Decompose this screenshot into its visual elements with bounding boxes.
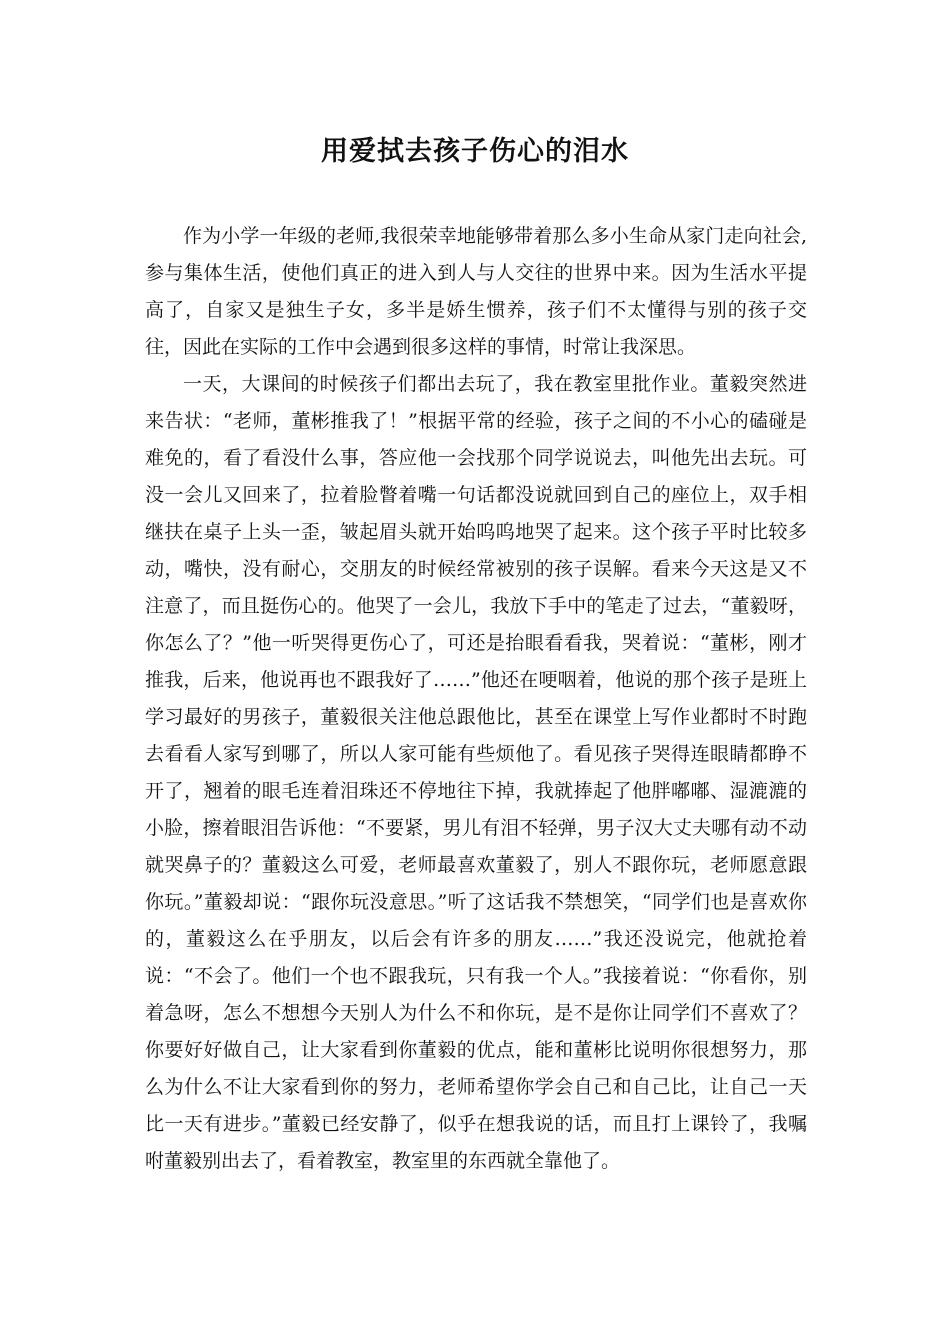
paragraph-intro: 作为小学一年级的老师,我很荣幸地能够带着那么多小生命从家门走向社会,参与集体生活，使他们真正的进入到人与人交往的世界中来。因为生活水平提高了，自家又是独生子女，多半是娇生惯养，孩子们不太懂得与别的孩子交往，因此在实际的工作中会遇到很多这样的事情，时常让我深思。 xyxy=(145,225,807,358)
paragraph-story: 一天，大课间的时候孩子们都出去玩了，我在教室里批作业。董毅突然进来告状：“老师，董彬推我了！”根据平常的经验，孩子之间的不小心的磕碰是难免的，看了看没什么事，答应他一会找那个同学说说去，叫他先出去玩。可没一会儿又回来了，拉着脸瞥着嘴一句话都没说就回到自己的座位上，双手相继扶在桌子上头一歪，皱起眉头就开始呜呜地哭了起来。这个孩子平时比较多动，嘴快，没有耐心，交朋友的时候经常被别的孩子误解。看来今天这是又不注意了，而且挺伤心的。他哭了一会儿，我放下手中的笔走了过去，“董毅呀，你怎么了？”他一听哭得更伤心了，可还是抬眼看看我，哭着说：“董彬，刚才推我，后来，他说再也不跟我好了……”他还在哽咽着，他说的那个孩子是班上学习最好的男孩子，董毅很关注他总跟他比，甚至在课堂上写作业都时不时跑去看看人家写到哪了，所以人家可能有些烦他了。看见孩子哭得连眼睛都睁不开了，翘着的眼毛连着泪珠还不停地往下掉，我就捧起了他胖嘟嘟、湿漉漉的小脸，擦着眼泪告诉他：“不要紧，男儿有泪不轻弹，男子汉大丈夫哪有动不动就哭鼻子的？董毅这么可爱，老师最喜欢董毅了，别人不跟你玩，老师愿意跟你玩。”董毅却说：“跟你玩没意思。”听了这话我不禁想笑，“同学们也是喜欢你的，董毅这么在乎朋友，以后会有许多的朋友……”我还没说完，他就抢着说：“不会了。他们一个也不跟我玩，只有我一个人。”我接着说：“你看你，别着急呀，怎么不想想今天别人为什么不和你玩，是不是你让同学们不喜欢了？你要好好做自己，让大家看到你董毅的优点，能和董彬比说明你很想努力，那么为什么不让大家看到你的努力，老师希望你学会自己和自己比，让自己一天比一天有进步。”董毅已经安静了，似乎在想我说的话，而且打上课铃了，我嘱咐董毅别出去了，看着教室，教室里的东西就全靠他了。 xyxy=(145,373,807,1172)
document-body xyxy=(145,218,807,1180)
document-title: 用爱拭去孩子伤心的泪水 xyxy=(321,136,629,167)
